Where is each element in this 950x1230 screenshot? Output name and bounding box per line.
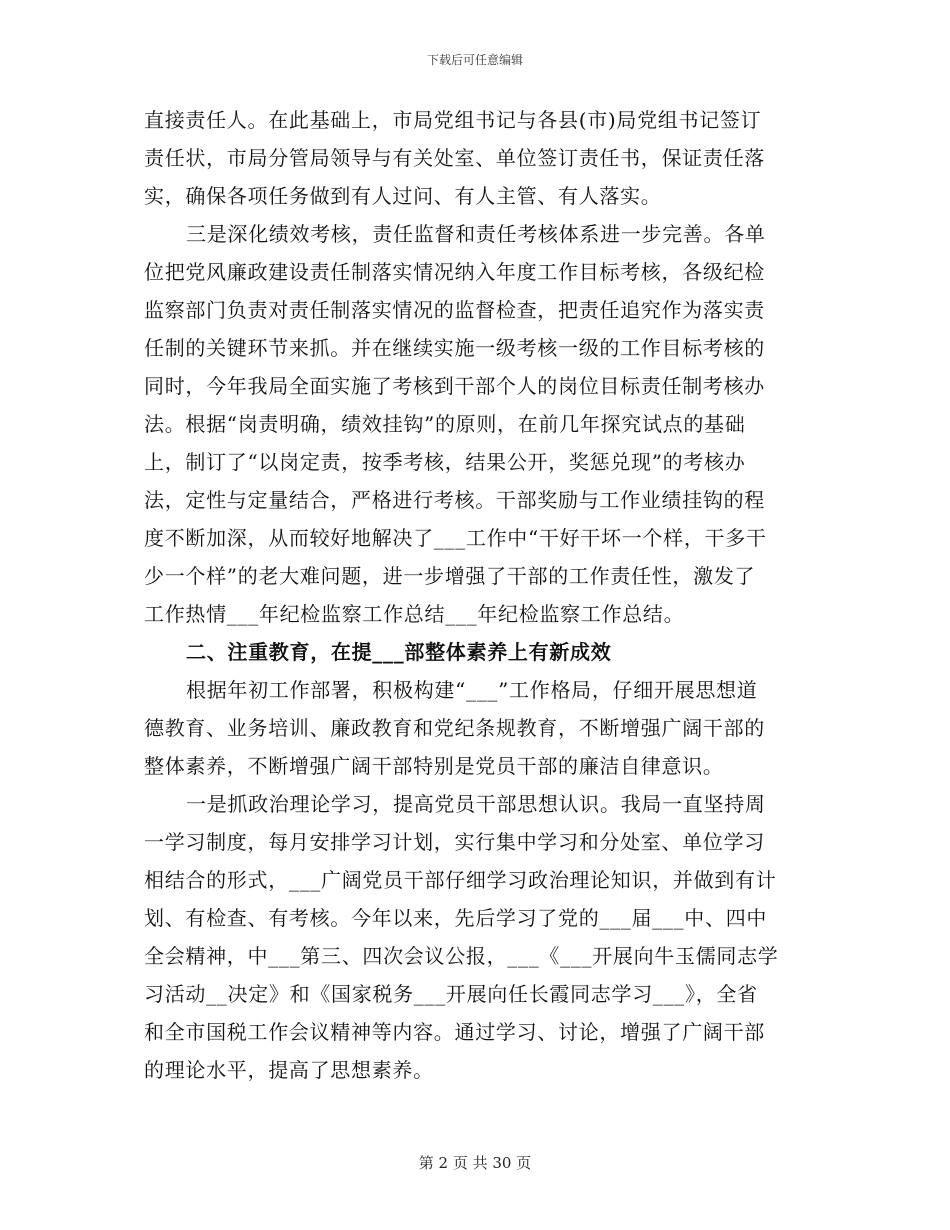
section-heading: 二、注重教育，在提___部整体素养上有新成效: [186, 640, 612, 664]
paragraph-line: 任制的关键环节来抓。并在继续实施一级考核一级的工作目标考核的: [144, 336, 765, 360]
paragraph-line: 责任状，市局分管局领导与有关处室、单位签订责任书，保证责任落: [144, 146, 765, 170]
paragraph-line: 划、有检查、有考核。今年以来，先后学习了党的___届___中、四中: [144, 906, 768, 930]
page-header: 下载后可任意编辑: [426, 53, 523, 67]
document-body: [144, 101, 784, 1089]
paragraph-line: 实，确保各项任务做到有人过问、有人主管、有人落实。: [144, 184, 662, 208]
page-number: 第 2 页 共 30 页: [418, 1154, 532, 1172]
paragraph-line: 位把党风廉政建设责任制落实情况纳入年度工作目标考核，各级纪检: [144, 260, 765, 284]
paragraph-line: 法。根据“岗责明确，绩效挂钩”的原则，在前几年探究试点的基础: [144, 412, 746, 436]
paragraph-line: 上，制订了“以岗定责，按季考核，结果公开，奖惩兑现”的考核办: [144, 450, 746, 474]
paragraph-line: 少一个样”的老大难问题，进一步增强了干部的工作责任性，激发了: [144, 564, 756, 588]
paragraph-line: 度不断加深，从而较好地解决了___工作中“干好干坏一个样，干多干: [144, 526, 767, 550]
paragraph-line: 相结合的形式，___广阔党员干部仔细学习政治理论知识，并做到有计: [144, 868, 777, 892]
paragraph-line: 三是深化绩效考核，责任监督和责任考核体系进一步完善。各单: [186, 222, 766, 246]
paragraph-line: 根据年初工作部署，积极构建“___”工作格局，仔细开展思想道: [186, 678, 758, 702]
paragraph-line: 整体素养，不断增强广阔干部特别是党员干部的廉洁自律意识。: [144, 754, 724, 778]
paragraph-line: 和全市国税工作会议精神等内容。通过学习、讨论，增强了广阔干部: [144, 1020, 765, 1044]
paragraph-line: 监察部门负责对责任制落实情况的监督检查，把责任追究作为落实责: [144, 298, 765, 322]
paragraph-line: 一是抓政治理论学习，提高党员干部思想认识。我局一直坚持周: [186, 792, 766, 816]
paragraph-line: 同时，今年我局全面实施了考核到干部个人的岗位目标责任制考核办: [144, 374, 765, 398]
paragraph-line: 一学习制度，每月安排学习计划，实行集中学习和分处室、单位学习: [144, 830, 765, 854]
paragraph-line: 工作热情___年纪检监察工作总结___年纪检监察工作总结。: [144, 602, 685, 626]
paragraph-line: 直接责任人。在此基础上，市局党组书记与各县(市)局党组书记签订: [144, 108, 762, 132]
paragraph-line: 习活动__决定》和《国家税务___开展向任长霞同志学习___》，全省: [144, 982, 758, 1006]
paragraph-line: 的理论水平，提高了思想素养。: [144, 1058, 434, 1082]
paragraph-line: 法，定性与定量结合，严格进行考核。干部奖励与工作业绩挂钩的程: [144, 488, 765, 512]
paragraph-line: 德教育、业务培训、廉政教育和党纪条规教育，不断增强广阔干部的: [144, 716, 765, 740]
paragraph-line: 全会精神，中___第三、四次会议公报，___《___开展向牛玉儒同志学: [144, 944, 779, 968]
